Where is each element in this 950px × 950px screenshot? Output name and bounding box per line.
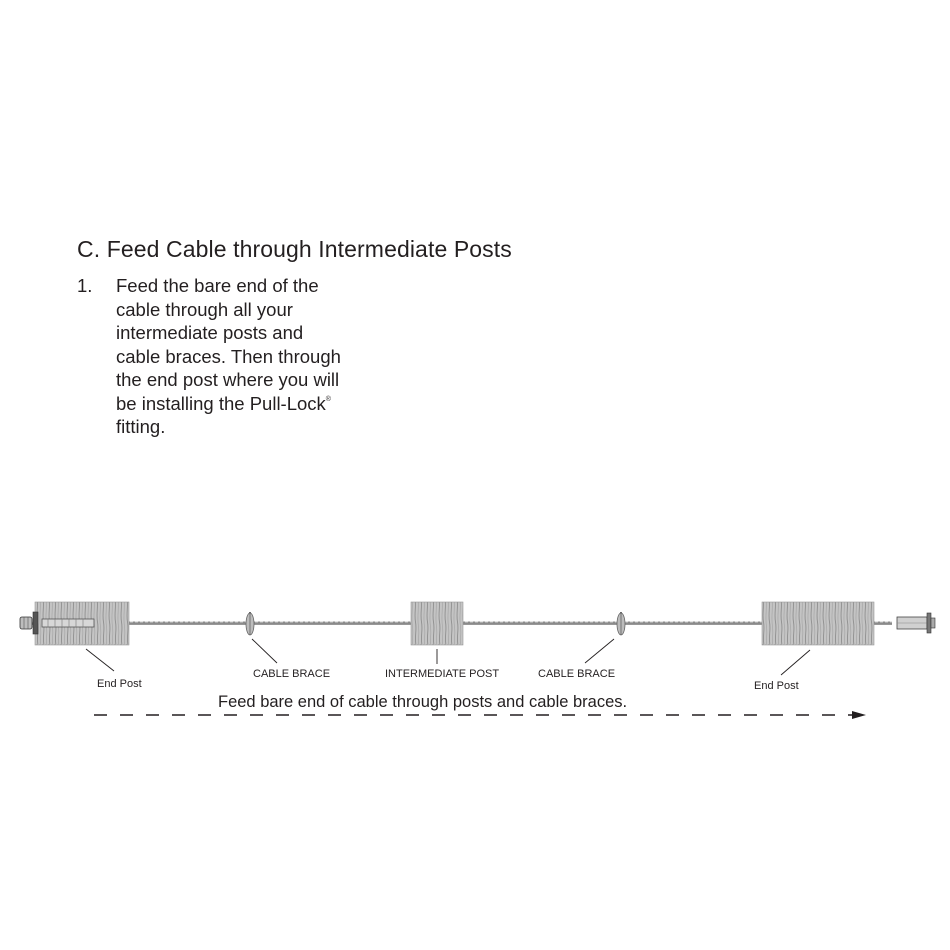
arrowhead-icon [852, 711, 866, 719]
label-cable-brace-left: CABLE BRACE [253, 668, 331, 680]
step-line: intermediate posts and [116, 322, 304, 343]
step-line: be installing the Pull-Lock [116, 392, 326, 414]
leader-cable-brace-right [585, 639, 614, 663]
washer-icon [33, 612, 38, 634]
nut-icon [20, 617, 32, 629]
label-intermediate-post: INTERMEDIATE POST [385, 668, 500, 680]
cable-brace-right [617, 612, 625, 635]
step-line: cable braces. Then through [116, 345, 341, 367]
end-post-right [762, 602, 874, 645]
step-number: 1. [77, 275, 93, 296]
leader-cable-brace-left [252, 639, 277, 663]
threaded-fitting [42, 619, 94, 627]
pull-lock-fitting [897, 613, 935, 633]
section-heading: C. Feed Cable through Intermediate Posts [77, 236, 512, 262]
label-end-post-right: End Post [754, 680, 799, 692]
leader-end-post-right [781, 650, 810, 675]
feed-instruction: Feed bare end of cable through posts and cable braces. [218, 693, 628, 711]
step-line: Feed the bare end of the [116, 275, 319, 296]
step-line: fitting. [116, 416, 166, 437]
step-line: the end post where you will [116, 369, 340, 390]
step-line: cable through all your [116, 298, 293, 320]
label-end-post-left: End Post [97, 678, 142, 690]
direction-arrow [94, 711, 866, 719]
leader-end-post-left [86, 649, 114, 671]
label-cable-brace-right: CABLE BRACE [538, 668, 616, 680]
registered-mark: ® [325, 395, 331, 403]
cable-brace-left [246, 612, 254, 635]
intermediate-post [411, 602, 463, 645]
